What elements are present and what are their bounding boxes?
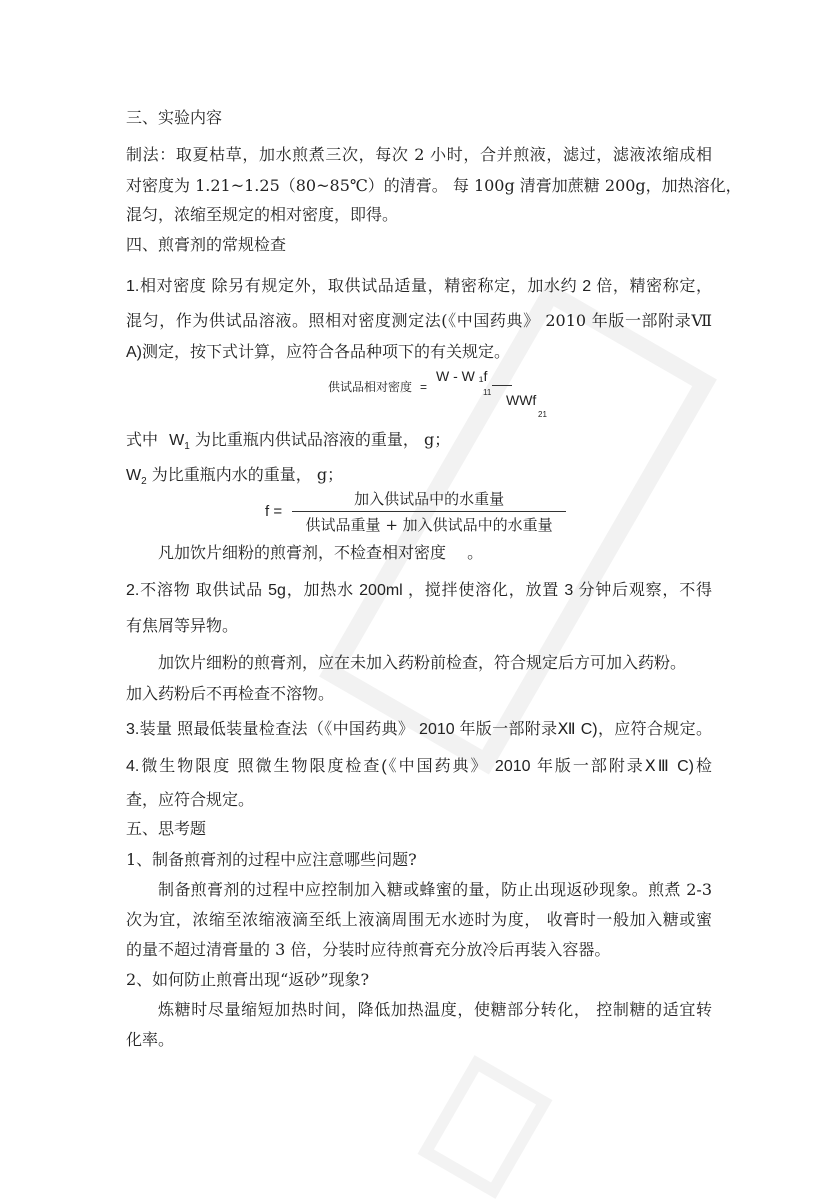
- definition-line: [126, 464, 712, 486]
- paragraph-line: 加饮片细粉的煎膏剂，应在未加入药粉前检查，符合规定后方可加入药粉。: [158, 653, 687, 672]
- question: 2、如何防止煎膏出现“返砂”现象?: [126, 970, 370, 989]
- formula-numerator: 加入供试品中的水重量: [292, 488, 566, 512]
- answer-line: 制备煎膏剂的过程中应控制加入糖或蜂蜜的量，防止出现返砂现象。煎煮 2-3: [158, 880, 712, 899]
- definition-prefix: 式中: [126, 430, 159, 449]
- paragraph-line: 加入药粉后不再检查不溶物。: [126, 684, 335, 703]
- paragraph-line: 混匀，浓缩至规定的相对密度，即得。: [126, 205, 399, 224]
- formula-subscript: 11: [483, 388, 492, 397]
- paragraph-line: 对密度为 1.21~1.25（80~85℃）的清膏。 每 100g 清膏加蔗糖 200g，加热溶化，: [126, 176, 742, 195]
- paragraph-line: 凡加饮片细粉的煎膏剂，不检查相对密度 。: [158, 543, 484, 562]
- formula-equals: =: [420, 380, 428, 394]
- paragraph-line: 2.不溶物 取供试品 5g，加热水 200ml ，搅拌使溶化，放置 3 分钟后观察，不得: [126, 582, 712, 599]
- variable-symbol: W: [169, 432, 185, 449]
- formula-numerator: W - W ₁f: [436, 368, 488, 384]
- section-heading: 三、实验内容: [126, 108, 223, 127]
- formula-lhs: f =: [265, 503, 283, 520]
- definition-text: 为比重瓶内供试品溶液的重量， g；: [194, 430, 451, 449]
- question: 1、制备煎膏剂的过程中应注意哪些问题?: [126, 850, 417, 869]
- formula-label: 供试品相对密度: [328, 380, 413, 394]
- variable-symbol: W: [126, 467, 142, 484]
- paragraph-line: 3.装量 照最低装量检查法（《中国药典》 2010 年版一部附录Ⅻ C)，应符合规定。: [126, 721, 712, 738]
- definition-text: 为比重瓶内水的重量， g；: [151, 465, 344, 484]
- fraction-bar: [492, 385, 512, 386]
- section-heading: 五、思考题: [126, 819, 207, 838]
- variable-subscript: 1: [184, 441, 190, 453]
- paragraph-line: 查，应符合规定。: [126, 790, 255, 809]
- answer-line: 的量不超过清膏量的 3 倍，分装时应待煎膏充分放冷后再装入容器。: [126, 940, 611, 959]
- paragraph-line: 4.微生物限度 照微生物限度检查(《中国药典》 2010 年版一部附录ⅩⅢ C)检: [126, 758, 712, 775]
- answer-line: 炼糖时尽量缩短加热时间，降低加热温度，使糖部分转化， 控制糖的适宜转: [158, 1000, 712, 1019]
- paragraph-line: 制法：取夏枯草，加水煎煮三次，每次 2 小时，合并煎液，滤过，滤液浓缩成相: [126, 145, 712, 164]
- formula-subscript: 21: [538, 410, 547, 419]
- formula-denominator: WWf: [506, 392, 537, 408]
- section-heading: 四、煎膏剂的常规检查: [126, 235, 287, 254]
- f-formula: [265, 488, 566, 535]
- paragraph-line: A)测定，按下式计算，应符合各品种项下的有关规定。: [126, 344, 511, 361]
- paragraph-line: 有焦屑等异物。: [126, 616, 239, 635]
- paragraph-line: 混匀，作为供试品溶液。照相对密度测定法(《中国药典》 2010 年版一部附录Ⅶ: [126, 311, 712, 330]
- answer-line: 化率。: [126, 1030, 175, 1049]
- variable-subscript: 2: [141, 476, 147, 488]
- watermark: [418, 1055, 553, 1199]
- definition-line: [126, 429, 712, 451]
- answer-line: 次为宜，浓缩至浓缩液滴至纸上液滴周围无水迹时为度， 收膏时一般加入糖或蜜: [126, 910, 712, 929]
- formula-denominator: 供试品重量 + 加入供试品中的水重量: [305, 516, 553, 534]
- paragraph-line: 1.相对密度 除另有规定外，取供试品适量，精密称定，加水约 2 倍，精密称定，: [126, 278, 712, 295]
